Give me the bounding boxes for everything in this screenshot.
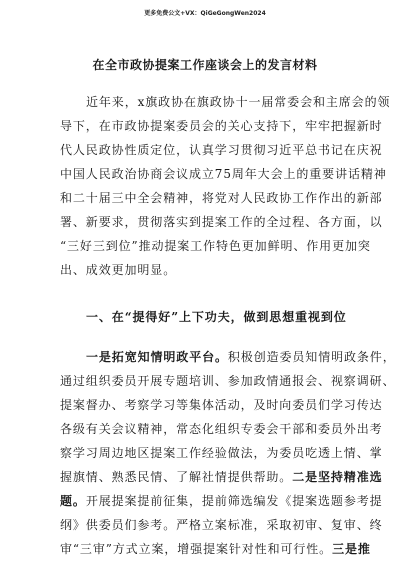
bold-lead: 题。 [60, 494, 86, 508]
paragraph-line [60, 542, 371, 556]
header-note: 更多免费公文+VX：QiGeGongWen2024 [144, 10, 266, 17]
paragraph-line: 署、新要求，贯彻落实到提案工作的全过程、各方面，以 [60, 215, 383, 229]
bold-lead: 一是拓宽知情明政平台。 [86, 350, 228, 364]
paragraph-line: 出、成效更加明显。 [60, 263, 177, 277]
bold-lead: 三是推 [332, 542, 371, 556]
paragraph-line: 和二十届三中全会精神，将党对人民政协工作作出的新部 [60, 191, 383, 205]
paragraph-line [60, 494, 383, 508]
paragraph-line: 察学习周边地区提案工作经验做法，为委员吃透上情、掌 [60, 446, 383, 460]
line-text: 审“三审”方式立案，增强提案针对性和可行性。 [60, 542, 333, 556]
paragraph-line: 各级有关会议精神，常态化组织专委会干部和委员外出考 [60, 422, 383, 436]
bold-lead: 二是坚持精准选 [292, 470, 383, 484]
paragraph-line: 中国人民政治协商会议成立75周年大会上的重要讲话精神 [60, 167, 387, 181]
paragraph-line [86, 350, 396, 364]
section-heading: 一、在“提得好”上下功夫，做到思想重视到位 [86, 310, 347, 324]
paragraph-line: 近年来，x旗政协在旗政协十一届常委会和主席会的领 [86, 95, 391, 109]
paragraph-line: 代人民政协性质定位，认真学习贯彻习近平总书记在庆祝 [60, 143, 383, 157]
document-title: 在全市政协提案工作座谈会上的发言材料 [92, 58, 318, 72]
paragraph-line: 提案督办、考察学习等集体活动，及时向委员们学习传达 [60, 398, 383, 412]
paragraph-line: 纲》供委员们参考。严格立案标准，采取初审、复审、终 [60, 518, 383, 532]
line-text: 开展提案提前征集，提前筛选编发《提案选题参考提 [85, 494, 383, 508]
paragraph-line: 导下，在市政协提案委员会的关心支持下，牢牢把握新时 [60, 119, 383, 133]
line-text: 积极创造委员知情明政条件， [227, 350, 396, 364]
line-text: 握旗情、熟悉民情、了解社情提供帮助。 [60, 470, 293, 484]
paragraph-line: 通过组织委员开展专题培训、参加政情通报会、视察调研、 [60, 374, 396, 388]
paragraph-line [60, 470, 383, 484]
paragraph-line: “三好三到位”推动提案工作特色更加鲜明、作用更加突 [60, 239, 371, 253]
